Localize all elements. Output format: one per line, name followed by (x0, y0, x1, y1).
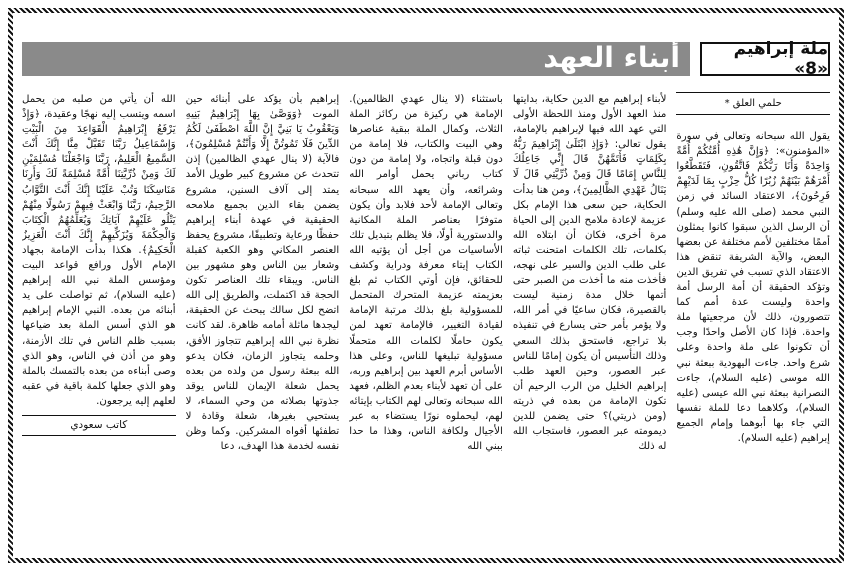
column-text: باستثناء (لا ينال عهدي الظالمين). الإمامة هي ركيزة من ركائز الملة الثلاث، وكمال الملة ببقية عناصرها وهي البيت والكتاب، فلا إمامة من دون قبلة واتجاه، ولا إمامة من دون كتاب رباني يحمل أوامر الله وشرائعه، وأن يعهد الله سبحانه وتعالى الإمامة لأحد فلابد وأن يكون متوفرًا بعناصر الملة المكانية والدستورية أولًا، فلا يظلم بتبديل تلك الأساسيات من أجل أن يؤتيه الله الكتاب إيتاء معرفة ودراية وكشف للحقائق، فإن أوتي الكتاب ثم بلغ بعزيمته عزيمة المتحرك المتحمل للمسؤولية بلغ بذلك مرتبة الإمامة لقيادة التغيير، فالإمامة تعهد لمن يكون حاملًا لكلمات الله متحملًا مسؤولية تبليغها للناس، وعلى هذا الأساس أبرم العهد بين إبراهيم وربه، على أن تعهد لأبناء بعدم الظلم، فعهد الله سبحانه وتعالى لهم الكتاب بإيتائه لهم، ليحملوه نورًا يستضاء به عبر الأجيال ولكافة الناس، وهذا ما حدا ببني الله (349, 94, 503, 453)
author-description: كاتب سعودي (22, 415, 176, 436)
column-name-box (700, 39, 830, 79)
article-header (22, 22, 830, 82)
column-text: لأبناء إبراهيم مع الدين حكاية، بدايتها منذ العهد الأول ومنذ اللحظة الأولى التي عهد الله فيها لإبراهيم بالإمامة، يقول تعالى: ﴿وَإِذِ ابْتَلَىٰ إِبْرَاهِيمَ رَبُّهُ بِكَلِمَاتٍ فَأَتَمَّهُنَّ قَالَ إِنِّي جَاعِلُكَ لِلنَّاسِ إِمَامًا قَالَ وَمِنْ ذُرِّيَّتِي قَالَ لَا يَنَالُ عَهْدِي الظَّالِمِينَ﴾، ومن هنا بدأت الحكاية، حين سعى هذا الإمام بكل عزيمة لإعادة ملامح الدين إلى الحياة مرة أخرى، فكان أن ابتلاه الله بكلمات، تلك الكلمات امتحنت ثباته على طلب الدين والسير على نهجه، فأخذت منه ما أخذت من الصبر حتى أتمها خلال مدة زمنية ليست بالقصيرة، فكان ساعيًا في أمر الله، ولا يؤمر بأمر حتى يسارع في تنفيذه بلا تراجع، فاستحق بذلك السعي وذلك التأسيس أن يكون إمامًا للناس عبر العصور، وحين العهد طلب إبراهيم الخليل من الرب الرحيم أن تكون الإمامة من بعده في ذريته (ومن ذريتي)؟ حتى يضمن للدين ديمومته عبر العصور، فاستجاب الله له ذلك (512, 94, 667, 453)
column-name: ملة إبراهيم «8» (733, 39, 828, 79)
title-bar (22, 42, 690, 76)
article-column-2 (513, 92, 667, 553)
article-column-1 (676, 92, 830, 553)
author-byline: حلمي العلق * (676, 92, 830, 115)
article-columns (22, 92, 830, 553)
column-text: إبراهيم بأن يؤكد على أبنائه حين الموت ﴿وَوَصَّىٰ بِهَا إِبْرَاهِيمُ بَنِيهِ وَيَعْقُوبُ يَا بَنِيَّ إِنَّ اللَّهَ اصْطَفَىٰ لَكُمُ الدِّينَ فَلَا تَمُوتُنَّ إِلَّا وَأَنْتُمْ مُسْلِمُونَ﴾، فالآية (لا ينال عهدي الظالمين) إذن تتحدث عن مشروع كبير طويل الأمد يمتد إلى آلاف السنين، مشروع يضمن بقاء الدين بجميع ملامحه الحقيقية في عهدة أبناء إبراهيم حفظًا ورعاية وتطبيقًا، مشروع يحفظ العنصر المكاني وهو الكعبة كقبلة وشعار بين الناس وهو مشهور بين الناس. ويبقاء تلك العناصر تكون الحجة قد اكتملت، والطريق إلى الله اتضح لكل سالك يبحث عن الحقيقة، ليجدها ماثلة أمامه ظاهرة. لقد كانت نظرة نبي الله إبراهيم تتجاوز الأفق، وحلمه يتجاوز الزمان، فكان يدعو الله ببعثة رسول من ولده من بعده يحمل شعلة الإيمان للناس يوقد جذوتها بصلاته من وحي السماء، لا يستحيي بغيرها، شعلة وقادة لا تطفئها أفواه المشركين. وكما وظن نفسه لخدمة هذا الهدف، دعا (185, 94, 340, 453)
article-title: أبناء العهد (543, 41, 680, 74)
article-column-4 (186, 92, 340, 553)
article-column-5 (22, 92, 176, 553)
column-text: الله أن يأتي من صلبه من يحمل اسمه ويتسب إليه نهجًا وعقيدة، ﴿وَإِذْ يَرْفَعُ إِبْرَاهِيمُ الْقَوَاعِدَ مِنَ الْبَيْتِ وَإِسْمَاعِيلُ رَبَّنَا تَقَبَّلْ مِنَّا إِنَّكَ أَنْتَ السَّمِيعُ الْعَلِيمُ، رَبَّنَا وَاجْعَلْنَا مُسْلِمَيْنِ لَكَ وَمِنْ ذُرِّيَّتِنَا أُمَّةً مُسْلِمَةً لَكَ وَأَرِنَا مَنَاسِكَنَا وَتُبْ عَلَيْنَا إِنَّكَ أَنْتَ التَّوَّابُ الرَّحِيمُ، رَبَّنَا وَابْعَثْ فِيهِمْ رَسُولًا مِنْهُمْ يَتْلُو عَلَيْهِمْ آيَاتِكَ وَيُعَلِّمُهُمُ الْكِتَابَ وَالْحِكْمَةَ وَيُزَكِّيهِمْ إِنَّكَ أَنْتَ الْعَزِيزُ الْحَكِيمُ﴾. هكذا بدأت الإمامة بجهاد الإمام الأول ورافع قواعد البيت ومؤسس الملة نبي الله إبراهيم (عليه السلام)، ثم تواصلت على يد أبنائه من بعده. النبي الإمام إبراهيم هو الذي أسس الملة بعد ضياعها بسبب ظلم الناس في تلك الأزمنة، وهو من أذن في الناس، وهو الذي وصى أبناءه من بعده بالتمسك بالملة وهو الذي جعلها كلمة باقية في عقبه لعلهم إليه يرجعون. (22, 94, 176, 407)
article-column-3 (349, 92, 503, 553)
column-text: يقول الله سبحانه وتعالى في سورة «المؤمنون»: ﴿وَإِنَّ هَٰذِهِ أُمَّتُكُمْ أُمَّةً وَاحِدَةً وَأَنَا رَبُّكُمْ فَاتَّقُونِ، فَتَقَطَّعُوا أَمْرَهُمْ بَيْنَهُمْ زُبُرًا كُلُّ حِزْبٍ بِمَا لَدَيْهِمْ فَرِحُونَ﴾، الاعتقاد السائد في زمن النبي محمد (صلى الله عليه وسلم) أن الرسل الذين سبقوا كانوا يمثلون أممًا مختلفين لأمم مختلفة عن بعضها البعض، والآية الشريفة تنقض هذا الاعتقاد الذي تسبب في تفريق الدين وتؤكد الحقيقة أن أمة الرسل أمة واحدة وليست عدة أمم كما تتصورون، ذلك لأن مرجعيتها ملة واحدة. فإذا كان الأصل واحدًا وجب أن تكونوا على ملة واحدة وعلى شرع واحد. جاءت اليهودية ببعثة نبي الله موسى (عليه السلام)، جاءت النصرانية ببعثة نبي الله عيسى (عليه السلام)، وكلاهما دعا للملة نفسها التي جاء بها أبوهما وإمام الجميع إبراهيم (عليه السلام). (676, 131, 830, 444)
